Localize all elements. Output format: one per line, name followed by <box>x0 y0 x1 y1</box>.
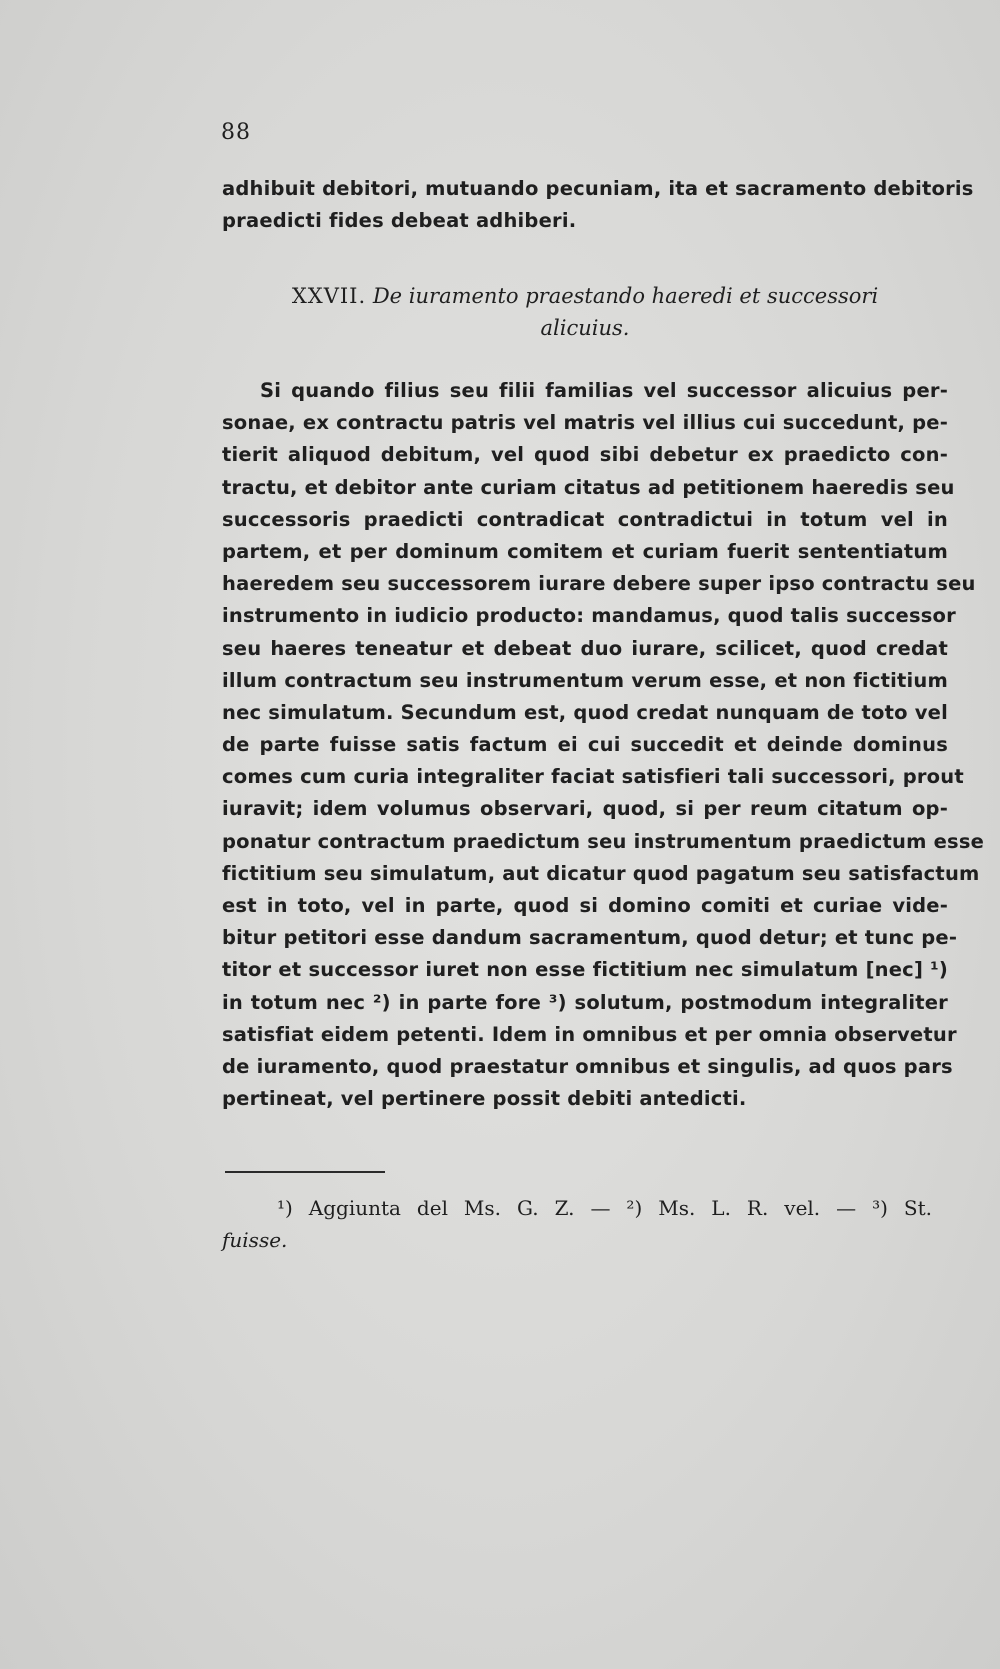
body-line: satisfiat eidem petenti. Idem in omnibus et per omnia observetur <box>222 1022 957 1046</box>
section-title-continuation: alicuius. <box>540 316 630 340</box>
intro-line: praedicti fides debeat adhiberi. <box>222 209 577 233</box>
body-line: haeredem seu successorem iurare debere super ipso contractu seu <box>222 572 976 596</box>
body-line: est in toto, vel in parte, quod si domino comiti et curiae vide- <box>222 894 948 917</box>
body-line: instrumento in iudicio producto: mandamus, quod talis successor <box>222 604 956 628</box>
body-line: bitur petitori esse dandum sacramentum, quod detur; et tunc pe- <box>222 926 958 950</box>
body-line: seu haeres teneatur et debeat duo iurare, scilicet, quod credat <box>222 636 948 660</box>
footnote-line: ¹) Aggiunta del Ms. G. Z. — ²) Ms. L. R. vel. — ³) St. <box>277 1196 932 1220</box>
intro-paragraph <box>222 173 974 237</box>
body-line: sonae, ex contractu patris vel matris vel illius cui succedunt, pe- <box>222 411 948 435</box>
body-line: Si quando filius seu filii familias vel successor alicuius per- <box>260 379 948 402</box>
body-line: ponatur contractum praedictum seu instrumentum praedictum esse <box>222 829 985 853</box>
body-line: successoris praedicti contradicat contradictui in totum vel in <box>222 507 948 531</box>
section-title: De iuramento praestando haeredi et successori <box>372 284 879 308</box>
body-line: in totum nec ²) in parte fore ³) solutum, postmodum integraliter <box>222 990 948 1014</box>
section-number: XXVII. <box>291 284 367 308</box>
footnote-divider <box>225 1171 385 1173</box>
section-heading <box>222 280 948 344</box>
body-line: nec simulatum. Secundum est, quod credat nunquam de toto vel <box>222 700 948 724</box>
body-line: partem, et per dominum comitem et curiam fuerit sententiatum <box>222 539 948 563</box>
body-line: tractu, et debitor ante curiam citatus ad petitionem haeredis seu <box>222 475 955 499</box>
heading-line-1 <box>222 280 948 312</box>
body-line: de parte fuisse satis factum ei cui succedit et deinde dominus <box>222 733 948 757</box>
body-line: titor et successor iuret non esse fictitium nec simulatum [nec] ¹) <box>222 958 948 982</box>
body-line: iuravit; idem volumus observari, quod, si per reum citatum op- <box>222 797 948 821</box>
body-line: de iuramento, quod praestatur omnibus et singulis, ad quos pars <box>222 1054 953 1078</box>
page-number: 88 <box>221 120 251 145</box>
body-line: comes cum curia integraliter faciat satisfieri tali successori, prout <box>222 765 964 789</box>
footnote-line: fuisse. <box>222 1228 288 1252</box>
body-line: illum contractum seu instrumentum verum esse, et non fictitium <box>222 668 948 692</box>
body-paragraph <box>222 375 985 1115</box>
body-line: tierit aliquod debitum, vel quod sibi debetur ex praedicto con- <box>222 443 948 467</box>
footnotes <box>222 1192 932 1256</box>
intro-line: adhibuit debitori, mutuando pecuniam, ita et sacramento debitoris <box>222 177 974 200</box>
body-line: pertineat, vel pertinere possit debiti antedicti. <box>222 1087 747 1111</box>
body-line: fictitium seu simulatum, aut dicatur quod pagatum seu satisfactum <box>222 861 980 885</box>
